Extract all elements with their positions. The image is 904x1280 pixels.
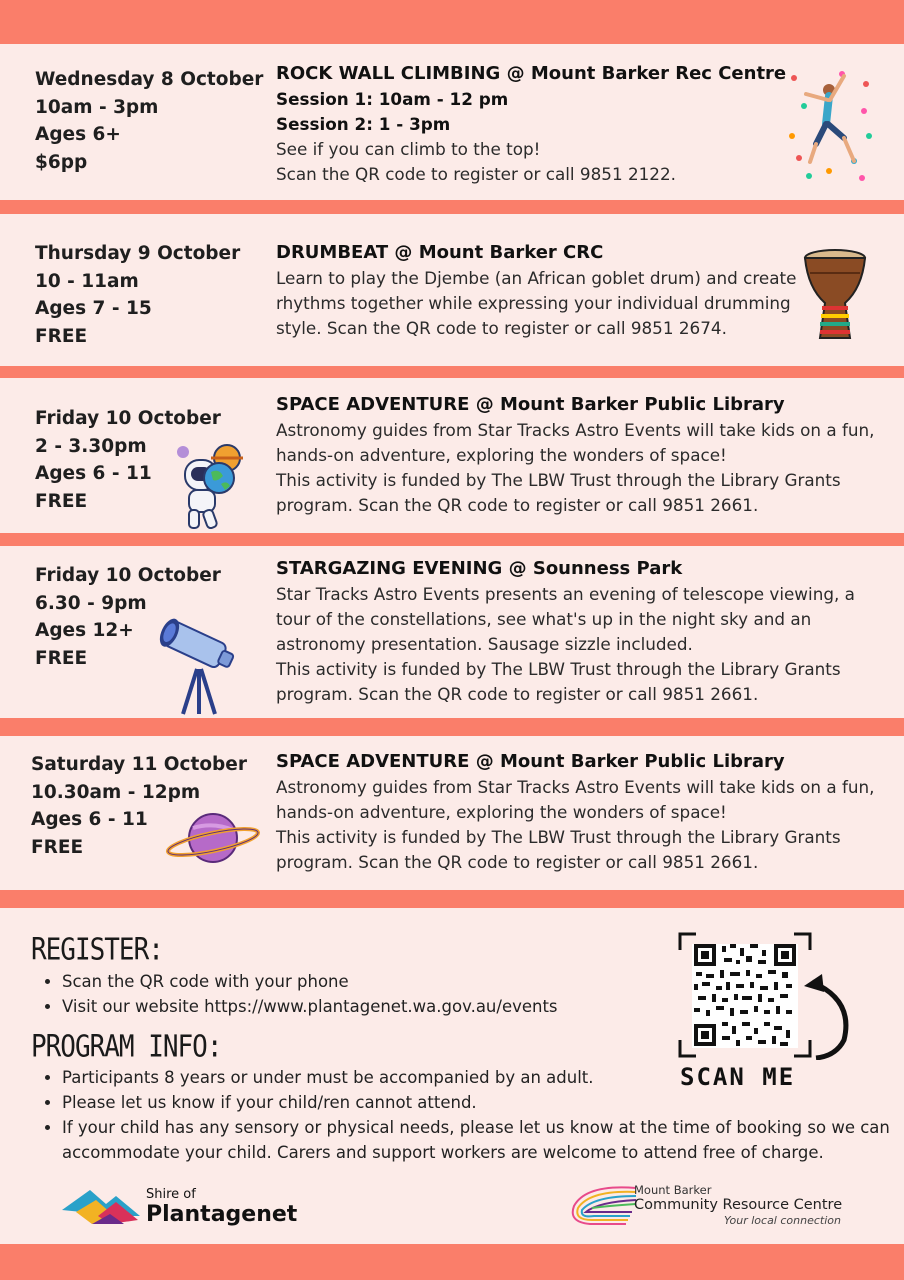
rock-climber-illustration xyxy=(784,66,874,186)
shire-small-text: Shire of xyxy=(146,1187,196,1202)
event-3-description xyxy=(276,392,886,518)
event-5-description xyxy=(276,749,886,875)
event-line: tour of the constellations, see what's up in the night sky and an xyxy=(276,609,812,629)
qr-code[interactable] xyxy=(676,930,862,1060)
event-title: DRUMBEAT @ Mount Barker CRC xyxy=(276,242,604,263)
event-2-description xyxy=(276,240,886,341)
planet-illustration xyxy=(165,808,261,868)
telescope-illustration xyxy=(155,614,237,716)
event-line: program. Scan the QR code to register or call 9851 2661. xyxy=(276,495,759,515)
event-line: Scan the QR code to register or call 9851 2122. xyxy=(276,164,676,184)
event-line: Astronomy guides from Star Tracks Astro Events will take kids on a fun, xyxy=(276,420,875,440)
event-title: SPACE ADVENTURE @ Mount Barker Public Library xyxy=(276,394,785,415)
event-time: 2 - 3.30pm xyxy=(35,435,147,457)
event-line: rhythms together while expressing your individual drumming xyxy=(276,293,791,313)
event-price: $6pp xyxy=(35,151,88,173)
event-title: ROCK WALL CLIMBING @ Mount Barker Rec Centre xyxy=(276,63,787,84)
event-ages: Ages 6 - 11 xyxy=(31,809,148,830)
event-price: FREE xyxy=(35,490,88,512)
event-day: Saturday 11 October xyxy=(31,754,247,775)
crc-small-text: Mount Barker xyxy=(634,1183,712,1197)
event-line: This activity is funded by The LBW Trust through the Library Grants xyxy=(276,659,841,679)
event-line: This activity is funded by The LBW Trust through the Library Grants xyxy=(276,470,841,490)
crc-tagline-text: Your local connection xyxy=(724,1214,841,1227)
astronaut-illustration xyxy=(175,440,250,535)
event-title: STARGAZING EVENING @ Sounness Park xyxy=(276,558,683,579)
scan-me-label: SCAN ME xyxy=(680,1063,796,1091)
event-time: 10am - 3pm xyxy=(35,96,159,118)
event-line: hands-on adventure, exploring the wonders of space! xyxy=(276,445,727,465)
event-day: Thursday 9 October xyxy=(35,243,241,264)
event-line: This activity is funded by The LBW Trust through the Library Grants xyxy=(276,827,841,847)
event-line: Astronomy guides from Star Tracks Astro Events will take kids on a fun, xyxy=(276,777,875,797)
shire-logo-text xyxy=(146,1188,297,1228)
event-ages: Ages 6 - 11 xyxy=(35,463,152,484)
event-line: program. Scan the QR code to register or call 9851 2661. xyxy=(276,684,759,704)
event-day: Friday 10 October xyxy=(35,408,221,429)
event-ages: Ages 12+ xyxy=(35,620,134,641)
event-session-2: Session 2: 1 - 3pm xyxy=(276,114,451,134)
event-title: SPACE ADVENTURE @ Mount Barker Public Library xyxy=(276,751,785,772)
crc-logo-text xyxy=(634,1184,842,1228)
shire-of-plantagenet-logo-icon xyxy=(62,1186,142,1226)
event-day: Friday 10 October xyxy=(35,565,221,586)
event-time: 6.30 - 9pm xyxy=(35,592,147,614)
event-price: FREE xyxy=(31,836,84,858)
event-2-details xyxy=(35,240,240,350)
event-time: 10.30am - 12pm xyxy=(31,781,201,803)
event-line: Learn to play the Djembe (an African goblet drum) and create xyxy=(276,268,797,288)
event-1-details xyxy=(35,66,263,176)
event-price: FREE xyxy=(35,325,88,347)
event-line: astronomy presentation. Sausage sizzle included. xyxy=(276,634,693,654)
community-resource-centre-logo-icon xyxy=(566,1180,638,1232)
list-item: • If your child has any sensory or physical needs, please let us know at the time of booking so we can accommodate your child. Carers and support workers are welcome to attend free of charge. xyxy=(62,1115,902,1165)
event-line: program. Scan the QR code to register or call 9851 2661. xyxy=(276,852,759,872)
list-item: • Participants 8 years or under must be accompanied by an adult. xyxy=(62,1065,902,1090)
event-price: FREE xyxy=(35,647,88,669)
event-ages: Ages 6+ xyxy=(35,124,121,145)
register-heading: REGISTER: xyxy=(31,933,163,968)
crc-big-text: Community Resource Centre xyxy=(634,1197,843,1213)
event-line: Star Tracks Astro Events presents an evening of telescope viewing, a xyxy=(276,584,855,604)
event-line: See if you can climb to the top! xyxy=(276,139,541,159)
event-line: hands-on adventure, exploring the wonders of space! xyxy=(276,802,727,822)
list-item: • Please let us know if your child/ren cannot attend. xyxy=(62,1090,902,1115)
event-ages: Ages 7 - 15 xyxy=(35,298,152,319)
program-info-heading: PROGRAM INFO: xyxy=(31,1030,222,1065)
list-item[interactable]: • Visit our website https://www.plantagenet.wa.gov.au/events xyxy=(62,994,902,1019)
shire-big-text: Plantagenet xyxy=(146,1202,298,1227)
event-time: 10 - 11am xyxy=(35,270,139,292)
event-session-1: Session 1: 10am - 12 pm xyxy=(276,89,509,109)
event-4-description xyxy=(276,556,886,707)
event-line: style. Scan the QR code to register or call 9851 2674. xyxy=(276,318,727,338)
djembe-drum-illustration xyxy=(800,248,870,343)
list-item: • Scan the QR code with your phone xyxy=(62,969,902,994)
event-day: Wednesday 8 October xyxy=(35,69,264,90)
